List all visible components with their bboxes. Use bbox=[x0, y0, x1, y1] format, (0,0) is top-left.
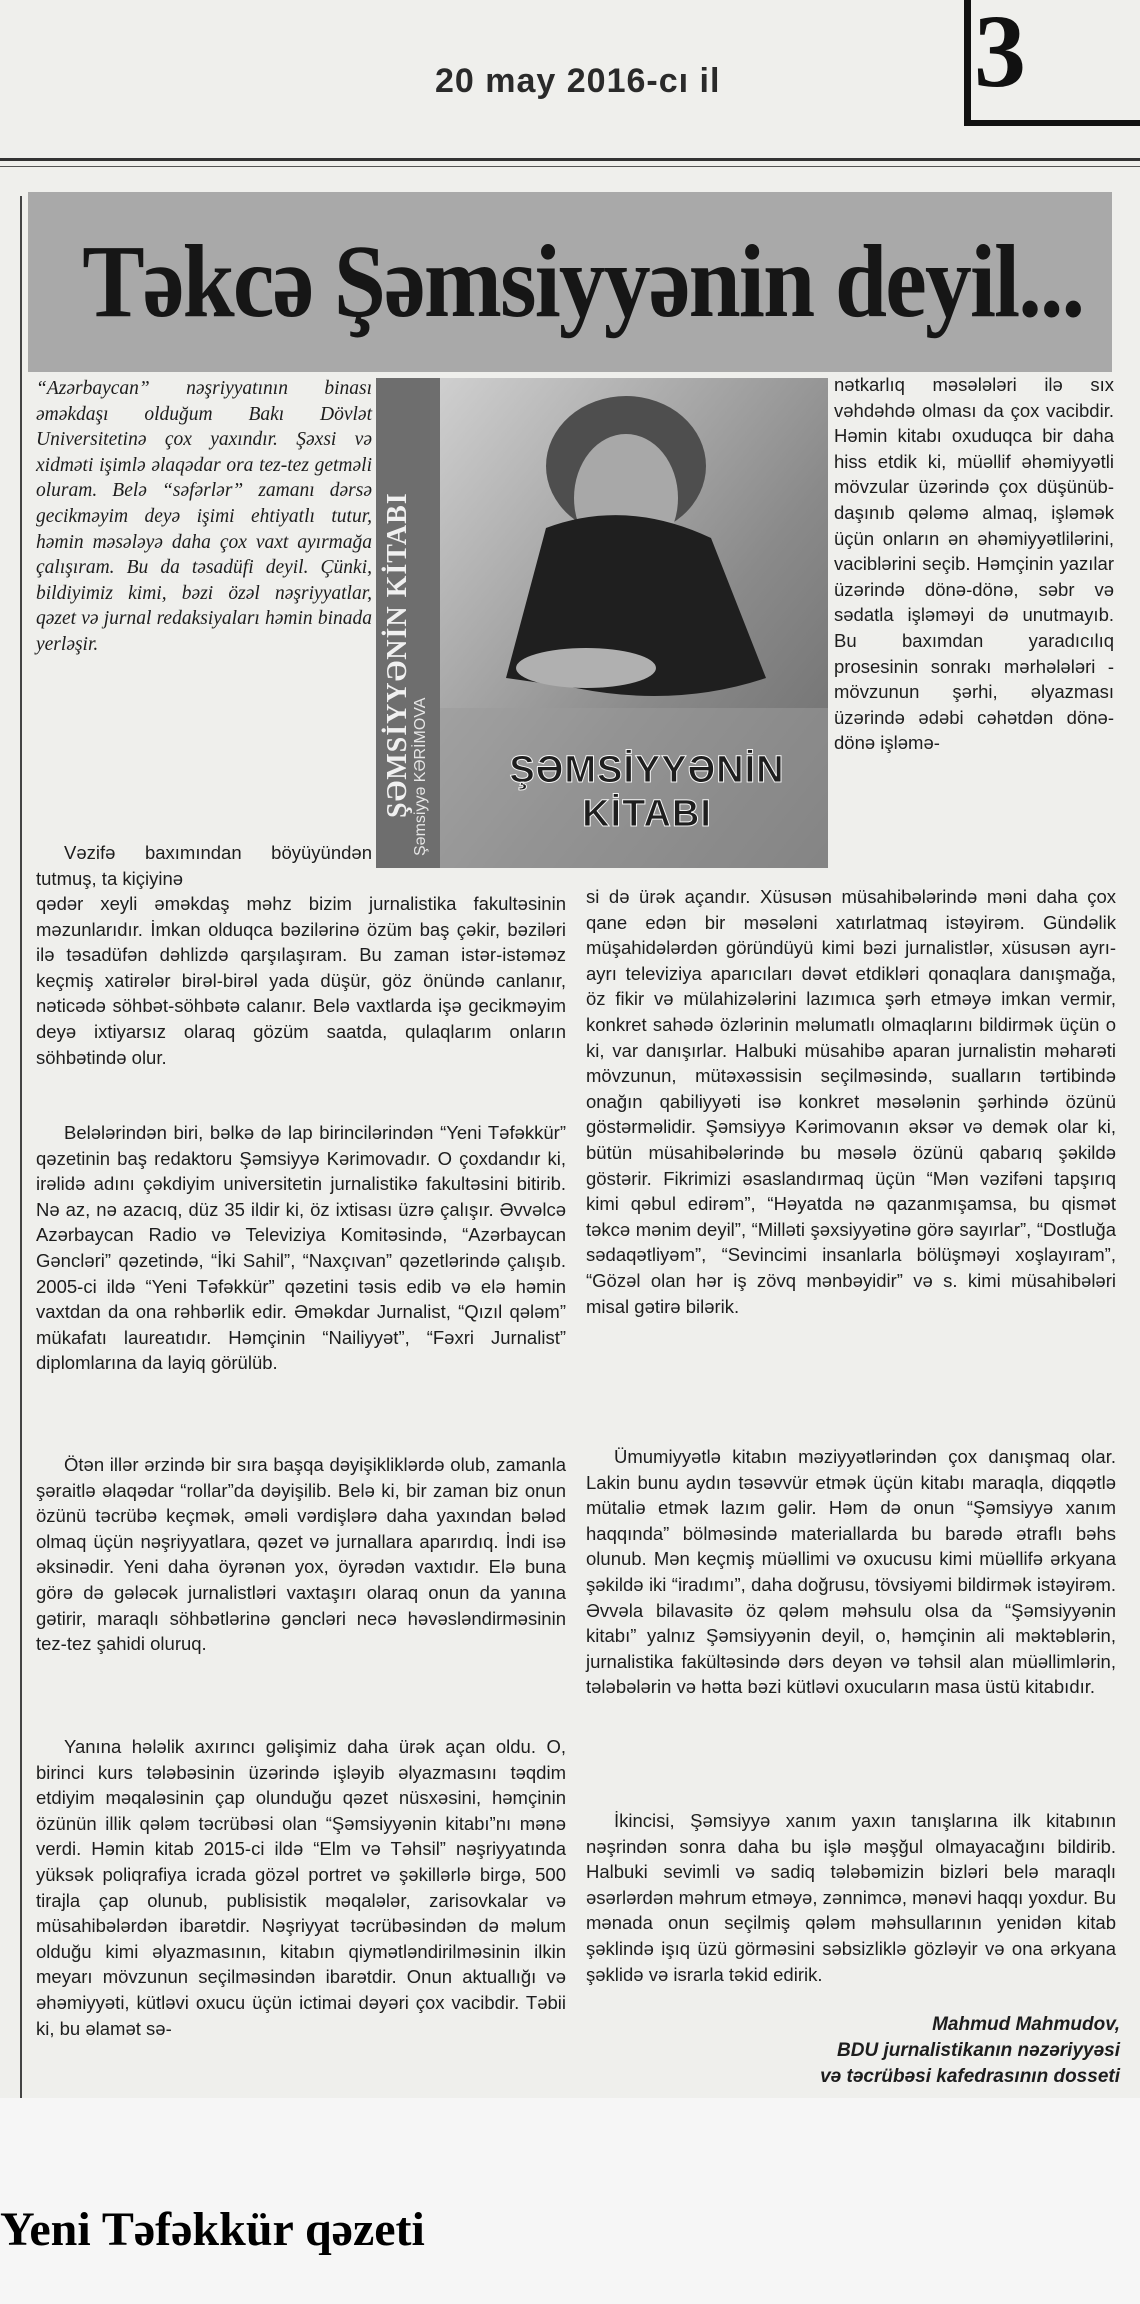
page-number-frame-bottom bbox=[964, 120, 1140, 126]
article-intro: “Azərbaycan” nəşriyyatının binası əməkdaşı olduğum Bakı Dövlət Universitetinə çox yaxındır. Şəxsi və xidməti işimlə əlaqədar ora tez-tez getməli oluram. Belə “səfərlər” zamanı dərsə gecikməyim deyə işimi ehtiyatlı tutur, həmin məsələyə daha çox vaxt ayırmağa çalışıram. Bu da təsadüfi deyil. Çünki, bildiyimiz kimi, bəzi özəl nəşriyyatlar, qəzet və jurnal redaksiyaları həmin binada yerləşir. bbox=[36, 378, 372, 655]
bottom-blank-area bbox=[0, 2098, 1140, 2304]
page-number-frame bbox=[964, 0, 971, 122]
author-title-line-1: BDU jurnalistikanın nəzəriyyəsi bbox=[837, 2040, 1120, 2061]
header-rule-thin bbox=[0, 166, 1140, 167]
paragraph-right-3: Ümumiyyətlə kitabın məziyyətlərindən çox danışmaq olar. Lakin bunu aydın təsəvvür etmək üçün kitabı maraqla, diqqətlə mütaliə etmək lazım gəlir. Həm də onun “Şəmsiyyə xanım haqqında” bölməsində materiallarda bu barədə ətraflı bəhs olunub. Mən keçmiş müəllimi və oxucusu kimi müəllifə ərkyana şəkildə iki “iradımı”, daha doğrusu, tövsiyəmi bildirmək istəyirəm. Əvvəla bilavasitə öz qələm məhsulu olsa da “Şəmsiyyənin kitabı” yalnız Şəmsiyyənin deyil, o, həmçinin ali məktəblərin, jurnalistika fakültəsində dərs deyən və təhsil alan müəllimlərin, tələbələrin və hətta bəzi kütləvi oxucuların masa üstü kitabıdır. bbox=[586, 1446, 1116, 1698]
spine-title: ŞƏMSİYYƏNİN KİTABI bbox=[382, 492, 413, 818]
article-headline: Təkcə Şəmsiyyənin deyil... bbox=[82, 224, 1084, 339]
book-cover-photo bbox=[376, 378, 828, 868]
author-name: Mahmud Mahmudov, bbox=[932, 2014, 1120, 2035]
paragraph-left-1b: qədər xeyli əməkdaş məhz bizim jurnalistika fakultəsinin məzunlarıdır. İmkan olduqca bəzilərinə özüm baş çəkir, bəziləri ilə təsadüfən dəhlizdə qarşılaşıram. Bu zaman istər-istəməz keçmiş xatirələr birəl-birəl yada düşür, göz önündə canlanır, nəticədə söhbət-söhbətə calanır. Belə vaxtlarda işə gecikməyim deyə ixtiyarsız olaraq gözüm saatda, qulaqlarım onların söhbətində olur. bbox=[36, 893, 566, 1068]
cover-title: ŞƏMSİYYƏNİN KİTABI bbox=[509, 749, 785, 835]
spine-author: Şəmsiyyə KƏRİMOVA bbox=[412, 697, 429, 856]
paragraph-right-1: nətkarlıq məsələləri ilə sıx vəhdəhdə olması da çox vacibdir. Həmin kitabı oxuduqca bir daha hiss etdik ki, müəllif əhəmiyyətli mövzular üzərində çox düşünüb-daşınıb qələmə almaq, işləmək üçün onların ən əhəmiyyətlilərini, vaciblərini seçib. Həmçinin yazılar üzərində dönə-dönə, səbr və sədatla işləməyi də unutmayıb. Bu baxımdan yaradıcılıq prosesinin sonrakı mərhələləri - mövzunun şərhi, əlyazması üzərində ədəbi cəhətdən dönə-dönə işləmə- bbox=[834, 374, 1114, 754]
column-rule bbox=[20, 196, 22, 2156]
paragraph-left-1a: Vəzifə baxımından böyüyündən tutmuş, ta kiçiyinə bbox=[36, 842, 372, 889]
page-number: 3 bbox=[974, 0, 1026, 109]
paragraph-left-3: Ötən illər ərzində bir sıra başqa dəyişikliklərdə olub, zamanla şəraitlə əlaqədar “rollar”da dəyişilib. Belə ki, bir zaman biz onun özünü təcrübə keçmək, əməli vərdişlərə daha yaxından bələd olmaq üçün nəşriyyatlara, qəzet və jurnallara aparırdıq. İndi isə əksinədir. Yeni daha öyrənən yox, öyrədən vaxtıdır. Elə buna görə də gələcək jurnalistləri vaxtaşırı olaraq onun da yanına gətirir, maraqlı söhbətlərinə gəncləri necə həvəsləndirməsinin tez-tez şahidi oluruq. bbox=[36, 1454, 566, 1655]
paragraph-right-2: si də ürək açandır. Xüsusən müsahibələrində məni daha çox qane edən bir məsələni xatırlatmaq istəyirəm. Gündəlik müşahidələrdən göründüyü kimi bəzi jurnalistlər, xüsusən ayrı-ayrı televiziya aparıcıları dəvət etdikləri qonaqlara danışmağa, öz fikir və mülahizələrini lazımıca şərh etməyə imkan vermir, konkret sahədə özlərinin məlumatlı olmaqlarını bildirmək üçün o ki, var danışırlar. Halbuki müsahibə aparan jurnalistin məharəti mövzunun, mütəxəssisin seçilməsində, sualların tərtibində onağın qabiliyyəti isə konkret məsələnin şərhində özünü göstərməlidir. Şəmsiyyə Kərimovanın əksər və demək olar ki, bütün müsahibələrində bu məsələ özünü qabarıq şəkildə göstərir. Fikrimizi əsaslandırmaq üçün “Mən vəzifəni tapşırıq kimi qəbul edirəm”, “Həyatda nə qazanmışamsa, bu qismət təkcə mənim deyil”, “Milləti şəxsiyyətinə görə sayırlar”, “Dostluğa sədaqətliyəm”, “Sevincimi insanlarla bölüşməyi xoşlayıram”, “Gözəl olan hər iş zövq mənbəyidir” və s. kimi müsahibələri misal gətirə bilərik. bbox=[586, 886, 1116, 1317]
paragraph-left-2: Belələrindən biri, bəlkə də lap birincilərindən “Yeni Təfəkkür” qəzetinin baş redaktoru Şəmsiyyə Kərimovadır. O çoxdandır ki, irəlidə adını çəkdiyim universitetin jurnalistikə fakultəsini bitirib. Nə az, nə azacıq, düz 35 ildir ki, öz ixtisası üzrə çalışır. Əvvəlcə Azərbaycan Radio və Televiziya Komitəsində, “Azərbaycan Gəncləri” qəzetində, “İki Sahil”, “Naxçıvan” qəzetlərində çalışıb. 2005-ci ildə “Yeni Təfəkkür” qəzetini təsis edib və elə həmin vaxtdan da ona rəhbərlik edir. Əməkdar Jurnalist, “Qızıl qələm” mükafatı laureatıdır. Həmçinin “Nailiyyət”, “Fəxri Jurnalist” diplomlarına da layiq görülüb. bbox=[36, 1122, 566, 1374]
paragraph-left-4: Yanına hələlik axırıncı gəlişimiz daha ürək açan oldu. O, birinci kurs tələbəsinin üzərində işləyib əlyazmasını təqdim etdiyim məqaləsinin çap olunduğu qəzet nüsxəsini, həmçinin özünün illik qələm təcrübəsi olan “Şəmsiyyənin kitabı”nı mənə verdi. Həmin kitab 2015-ci ildə “Elm və Təhsil” nəşriyyatında yüksək poliqrafiya icrada gözəl portret və şəkillərlə birgə, 500 tirajla çap olunub, publisistik məqalələr, zarisovkalar və müsahibələrdən ibarətdir. Nəşriyyat təcrübəsindən də məlum olduğu kimi əlyazmasının, kitabın qiymətləndirilməsinin ilkin meyarı mövzunun seçilməsindən ibarətdir. Onun aktuallığı və əhəmiyyəti, kütləvi oxucu üçün ictimai dəyəri çox vacibdir. Təbii ki, bu əlamət sə- bbox=[36, 1736, 566, 2039]
issue-date: 20 may 2016-cı il bbox=[435, 62, 721, 100]
source-caption: Yeni Təfəkkür qəzeti bbox=[0, 2203, 425, 2256]
header-rule bbox=[0, 158, 1140, 161]
paragraph-right-4: İkincisi, Şəmsiyyə xanım yaxın tanışlarına ilk kitabının nəşrindən sonra daha bu işlə məşğul olmayacağını bildirib. Halbuki sevimli və sadiq tələbəmizin bizləri belə maraqlı əsərlərdən məhrum etməyə, zənnimcə, mənəvi haqqı yoxdur. Bu mənada onun seçilmiş qələm məhsullarının yenidən kitab şəklində işıq üzü görməsini səbsizliklə gözləyir və ona ərkyana şəklidə və israrla təkid edirik. bbox=[586, 1810, 1116, 1985]
author-title-line-2: və təcrübəsi kafedrasının dosseti bbox=[820, 2066, 1120, 2087]
